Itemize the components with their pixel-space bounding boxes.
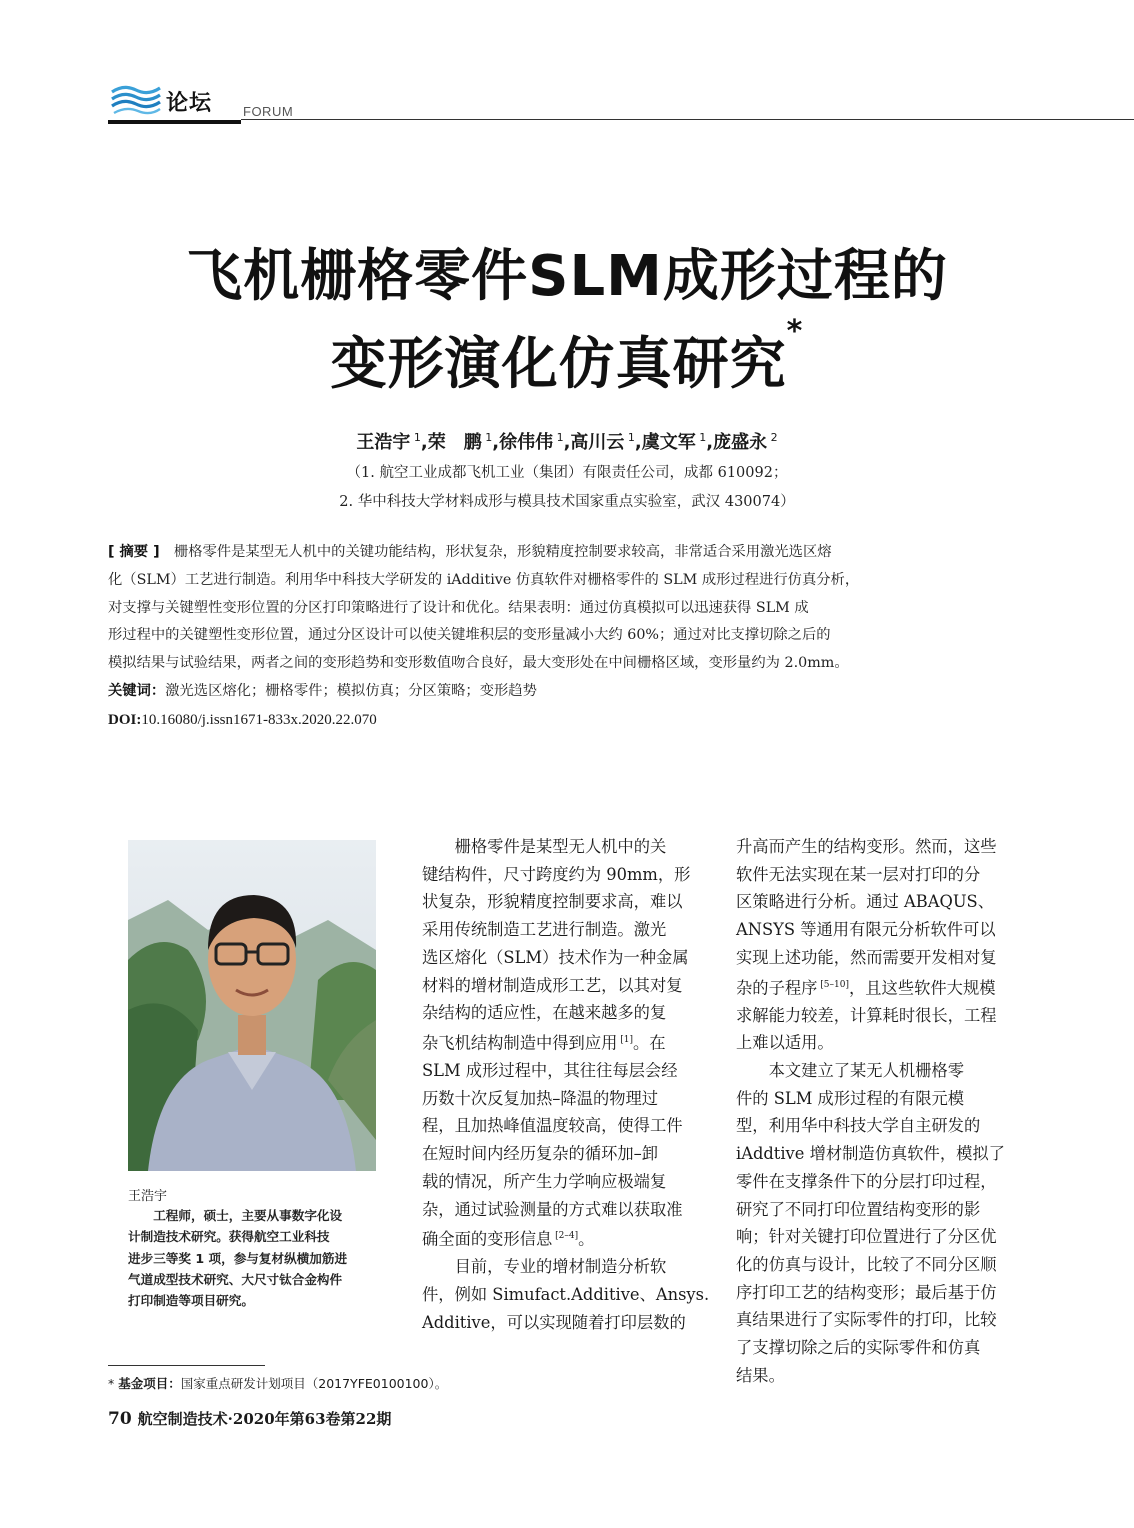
body-text-line: 选区熔化（SLM）技术作为一种金属 [422, 947, 689, 967]
body-text-line: 采用传统制造工艺进行制造。激光 [422, 920, 667, 940]
body-text-line: 研究了不同打印位置结构变形的影 [736, 1199, 981, 1219]
body-text-line: 程，且加热峰值温度较高，使得工件 [422, 1116, 683, 1136]
body-text-line: 求解能力较差，计算耗时很长，工程 [736, 1005, 997, 1025]
abstract [108, 539, 1026, 706]
body-text-line: 杂，通过试验测量的方式难以获取准 [422, 1199, 683, 1219]
keywords: 激光选区熔化；栅格零件；模拟仿真；分区策略；变形趋势 [165, 682, 537, 699]
citation-ref: [1] [617, 1034, 633, 1045]
body-text-line: 历数十次反复加热–降温的物理过 [422, 1088, 659, 1108]
author-affiliation-mark: 1 [695, 431, 707, 444]
body-text-line: 键结构件，尺寸跨度约为 90mm，形 [422, 864, 691, 884]
body-text-line: SLM 成形过程中，其往往每层会经 [422, 1061, 678, 1081]
body-text-line: 软件无法实现在某一层对打印的分 [736, 864, 981, 884]
author-affiliation-mark: 1 [481, 431, 493, 444]
affiliation-1: （1. 航空工业成都飞机工业（集团）有限责任公司，成都 610092； [346, 465, 788, 481]
body-text-line: 件，例如 Simufact.Additive、Ansys. [422, 1285, 710, 1305]
abstract-label: [ 摘要 ] [108, 544, 160, 560]
header-rule [108, 120, 241, 124]
body-text-line: 在短时间内经历复杂的循环加–卸 [422, 1144, 659, 1164]
author-name: 徐伟伟 [499, 432, 554, 453]
footnote-text: 国家重点研发计划项目（2017YFE0100100）。 [180, 1376, 448, 1391]
body-text-line: 确全面的变形信息 [2–4]。 [422, 1229, 595, 1249]
body-column-1 [422, 833, 714, 1337]
bio-name: 王浩宇 [128, 1189, 168, 1204]
journal-citation: 航空制造技术·2020年第63卷第22期 [137, 1410, 392, 1428]
article-title-line-2 [90, 314, 1044, 400]
author-affiliation-mark: 1 [553, 431, 564, 444]
author-affiliation-mark: 1 [624, 431, 635, 444]
author-separator: , [420, 432, 428, 453]
body-text-line: Additive，可以实现随着打印层数的 [422, 1312, 686, 1332]
author-affiliation-mark: 1 [410, 431, 421, 444]
body-text-line: 杂的子程序 [5–10]，且这些软件大规模 [736, 977, 996, 997]
bio-line: 工程师，硕士，主要从事数字化设 [153, 1208, 343, 1223]
author-list [0, 428, 1134, 454]
author-affiliation-mark: 2 [767, 431, 778, 444]
body-text-line: 化的仿真与设计，比较了不同分区顺 [736, 1254, 997, 1274]
body-text-line: 材料的增材制造成形工艺，以其对复 [422, 975, 683, 995]
body-text-line: 件的 SLM 成形过程的有限元模 [736, 1088, 965, 1108]
body-text-line: ANSYS 等通用有限元分析软件可以 [736, 920, 996, 940]
footnote-mark: * [108, 1376, 115, 1391]
bio-line: 打印制造等项目研究。 [128, 1293, 254, 1309]
body-text-line: 结果。 [736, 1365, 785, 1385]
body-text-line: 栅格零件是某型无人机中的关 [454, 837, 667, 856]
author-separator: , [492, 432, 500, 453]
body-text-line: 本文建立了某无人机栅格零 [768, 1061, 964, 1081]
citation-ref: [2–4] [552, 1231, 579, 1242]
author-name: 王浩宇 [356, 432, 411, 453]
abstract-line: 对支撑与关键塑性变形位置的分区打印策略进行了设计和优化。结果表明：通过仿真模拟可以迅速获得 SLM 成 [108, 599, 809, 616]
body-text-line: 真结果进行了实际零件的打印，比较 [736, 1310, 997, 1330]
journal-wave-logo-icon [110, 82, 162, 116]
bio-line: 计制造技术研究。获得航空工业科技 [128, 1229, 330, 1245]
footnote-rule [108, 1365, 265, 1366]
page-number: 70 [108, 1409, 132, 1429]
doi-value: 10.16080/j.issn1671-833x.2020.22.070 [141, 712, 377, 728]
citation-ref: [5–10] [817, 979, 849, 990]
body-text-line: 序打印工艺的结构变形；最后基于仿 [736, 1282, 997, 1302]
affiliation-2: 2. 华中科技大学材料成形与模具技术国家重点实验室，武汉 430074） [339, 494, 795, 510]
header-rule-thin [241, 119, 1134, 120]
author-bio [128, 1205, 378, 1311]
body-text-line: 型，利用华中科技大学自主研发的 [736, 1116, 981, 1136]
body-text-line: 实现上述功能，然而需要开发相对复 [736, 947, 997, 967]
author-separator: , [634, 432, 642, 453]
body-text-line: iAddtive 增材制造仿真软件，模拟了 [736, 1144, 1005, 1164]
title-footnote-mark: * [786, 314, 804, 349]
footnote-label: 基金项目： [118, 1376, 181, 1391]
body-text-line: 载的情况，所产生力学响应极端复 [422, 1171, 667, 1191]
author-photo [128, 840, 376, 1171]
article-title-text: 变形演化仿真研究 [330, 332, 787, 397]
author-name: 荣 鹏 [427, 432, 482, 453]
article-title-line-1: 飞机栅格零件SLM成形过程的 [186, 244, 948, 309]
body-text-line: 杂结构的适应性，在越来越多的复 [422, 1003, 667, 1023]
abstract-line: [ 摘要 ] 栅格零件是某型无人机中的关键功能结构，形状复杂，形貌精度控制要求较高，非常适合采用激光选区熔 [108, 544, 832, 560]
author-name: 高川云 [570, 432, 625, 453]
doi-label: DOI: [108, 712, 142, 728]
section-label-en: FORUM [243, 104, 294, 119]
page-footer [108, 1408, 391, 1429]
keywords-label: 关键词： [108, 682, 166, 699]
body-text-line: 杂飞机结构制造中得到应用 [1]。在 [422, 1033, 666, 1053]
doi [108, 712, 377, 729]
author-separator: , [563, 432, 571, 453]
body-text-line: 了支撑切除之后的实际零件和仿真 [736, 1338, 981, 1358]
keywords-line [108, 678, 1026, 706]
body-text-line: 目前，专业的增材制造分析软 [454, 1257, 667, 1277]
body-text-line: 响；针对关键打印位置进行了分区优 [736, 1227, 997, 1247]
body-text-line: 上难以适用。 [736, 1033, 834, 1053]
body-column-2 [736, 833, 1028, 1389]
bio-line: 进步三等奖 1 项，参与复材纵横加筋进 [128, 1250, 348, 1266]
body-text-line: 区策略进行分析。通过 ABAQUS、 [736, 892, 994, 912]
author-name: 虞文军 [641, 432, 696, 453]
abstract-line: 模拟结果与试验结果，两者之间的变形趋势和变形数值吻合良好，最大变形处在中间栅格区域，变形量约为 2.0mm。 [108, 655, 849, 672]
author-name: 庞盛永 [713, 432, 768, 453]
bio-line: 气道成型技术研究、大尺寸钛合金构件 [128, 1271, 343, 1287]
body-text-line: 状复杂，形貌精度控制要求高，难以 [422, 892, 683, 912]
body-text-line: 零件在支撑条件下的分层打印过程， [736, 1171, 997, 1191]
section-label: 论坛 [166, 91, 213, 116]
author-separator: , [706, 432, 714, 453]
abstract-line: 形过程中的关键塑性变形位置，通过分区设计可以使关键堆积层的变形量减小大约 60%；通过对比支撑切除之后的 [108, 627, 831, 644]
funding-footnote [108, 1374, 447, 1392]
body-text-line: 升高而产生的结构变形。然而，这些 [736, 837, 997, 856]
abstract-line: 化（SLM）工艺进行制造。利用华中科技大学研发的 iAdditive 仿真软件对栅格零件的 SLM 成形过程进行仿真分析， [108, 571, 860, 588]
